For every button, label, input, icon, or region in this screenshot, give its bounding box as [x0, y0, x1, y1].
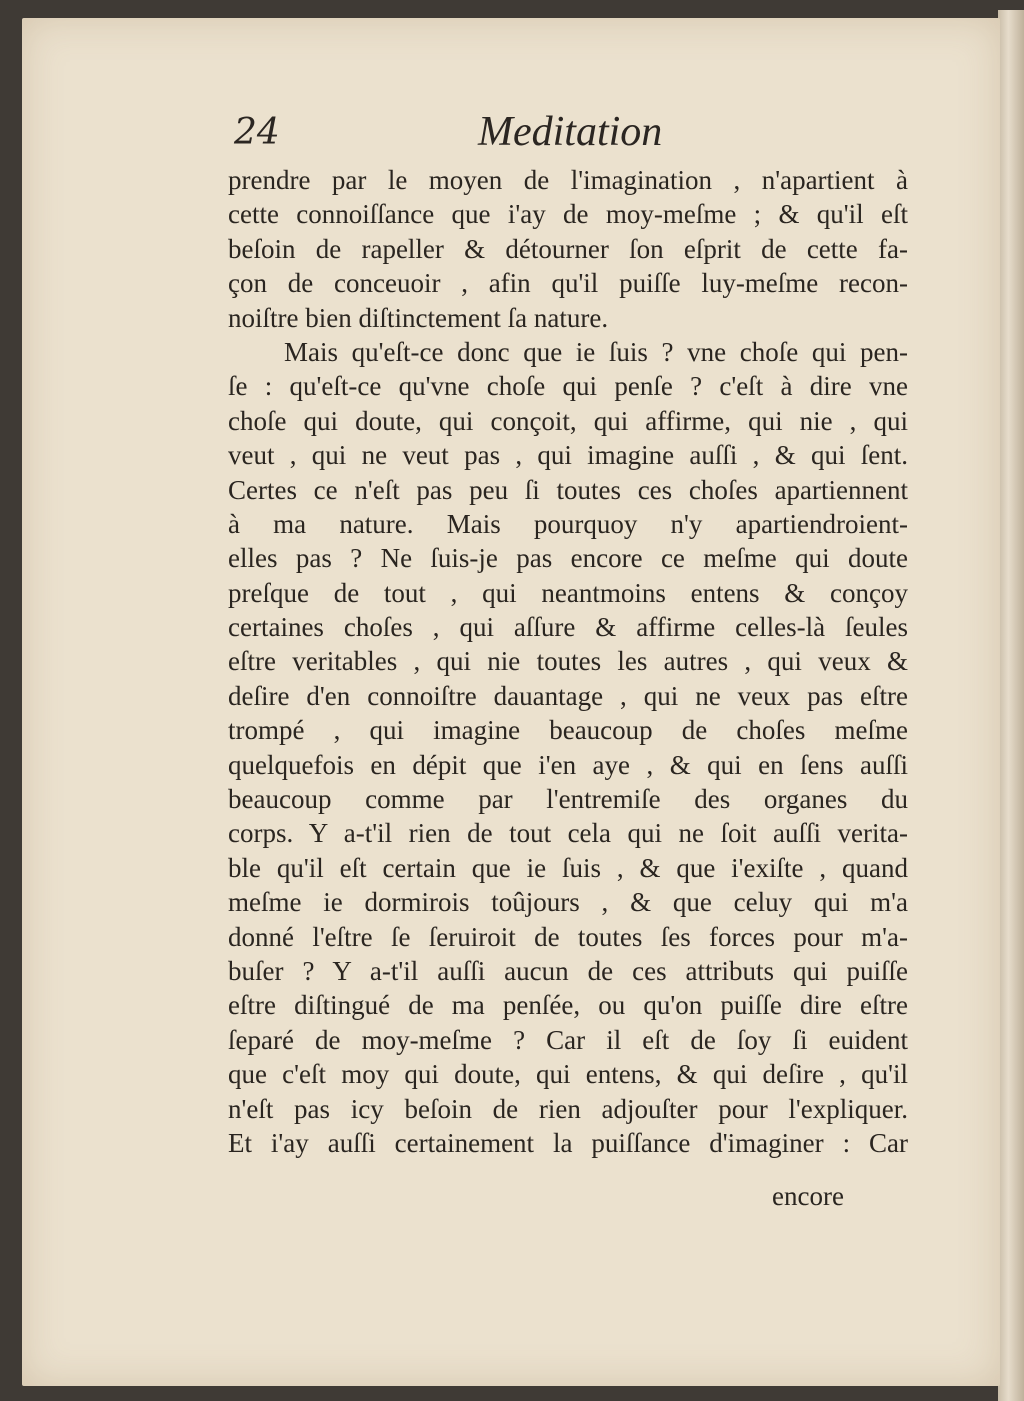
text-line: eſtre diſtingué de ma penſée, ou qu'on puiſſe dire eſtre: [228, 990, 908, 1021]
text-line: meſme ie dormirois toûjours , & que celuy qui m'a: [228, 887, 908, 918]
text-line: buſer ? Y a-t'il auſſi aucun de ces attributs qui puiſſe: [228, 955, 908, 986]
text-line: Et i'ay auſſi certainement la puiſſance d'imaginer : Car: [228, 1127, 908, 1158]
text-line: ſe : qu'eſt-ce qu'vne choſe qui penſe ? c'eſt à dire vne: [228, 371, 908, 402]
text-line: veut , qui ne veut pas , qui imagine auſſi , & qui ſent.: [228, 440, 908, 471]
text-line: choſe qui doute, qui conçoit, qui affirme, qui nie , qui: [228, 405, 908, 436]
running-title: Meditation: [478, 109, 663, 155]
book-page: [22, 18, 1000, 1386]
text-line: quelquefois en dépit que i'en aye , & qui en ſens auſſi: [228, 749, 908, 780]
body-text: [228, 163, 908, 1160]
text-line: deſire d'en connoiſtre dauantage , qui ne veux pas eſtre: [228, 680, 908, 711]
running-head: [22, 98, 1000, 158]
text-line: elles pas ? Ne ſuis-je pas encore ce meſme qui doute: [228, 543, 908, 574]
text-line: Mais qu'eſt-ce donc que ie ſuis ? vne choſe qui pen-: [284, 336, 908, 367]
text-line: certaines choſes , qui aſſure & affirme celles-là ſeules: [228, 612, 908, 643]
text-line: corps. Y a-t'il rien de tout cela qui ne ſoit auſſi verita-: [228, 818, 908, 849]
text-line: à ma nature. Mais pourquoy n'y apartiendroient-: [228, 508, 908, 539]
text-line: noiſtre bien diſtinctement ſa nature.: [228, 302, 609, 333]
text-line: prendre par le moyen de l'imagination , n'apartient à: [228, 165, 908, 195]
text-line: çon de conceuoir , afin qu'il puiſſe luy-meſme recon-: [228, 268, 908, 299]
text-line: cette connoiſſance que i'ay de moy-meſme ; & qu'il eſt: [228, 199, 908, 230]
text-line: beaucoup comme par l'entremiſe des organes du: [228, 784, 908, 815]
text-line: donné l'eſtre ſe ſeruiroit de toutes ſes forces pour m'a-: [228, 921, 908, 952]
text-line: trompé , qui imagine beaucoup de choſes meſme: [228, 715, 908, 746]
page-number: 24: [234, 112, 280, 153]
page-edge: [998, 10, 1024, 1401]
text-line: que c'eſt moy qui doute, qui entens, & qui deſire , qu'il: [228, 1059, 908, 1090]
text-line: ble qu'il eſt certain que ie ſuis , & que i'exiſte , quand: [228, 852, 908, 883]
catchword: encore: [772, 1181, 844, 1211]
text-line: preſque de tout , qui neantmoins entens & conçoy: [228, 577, 908, 608]
text-line: eſtre veritables , qui nie toutes les autres , qui veux &: [228, 646, 908, 677]
text-line: ſeparé de moy-meſme ? Car il eſt de ſoy ſi euident: [228, 1024, 908, 1055]
text-line: beſoin de rapeller & détourner ſon eſprit de cette fa-: [228, 233, 908, 264]
text-line: n'eſt pas icy beſoin de rien adjouſter pour l'expliquer.: [228, 1093, 908, 1124]
text-line: Certes ce n'eſt pas peu ſi toutes ces choſes apartiennent: [228, 474, 908, 505]
